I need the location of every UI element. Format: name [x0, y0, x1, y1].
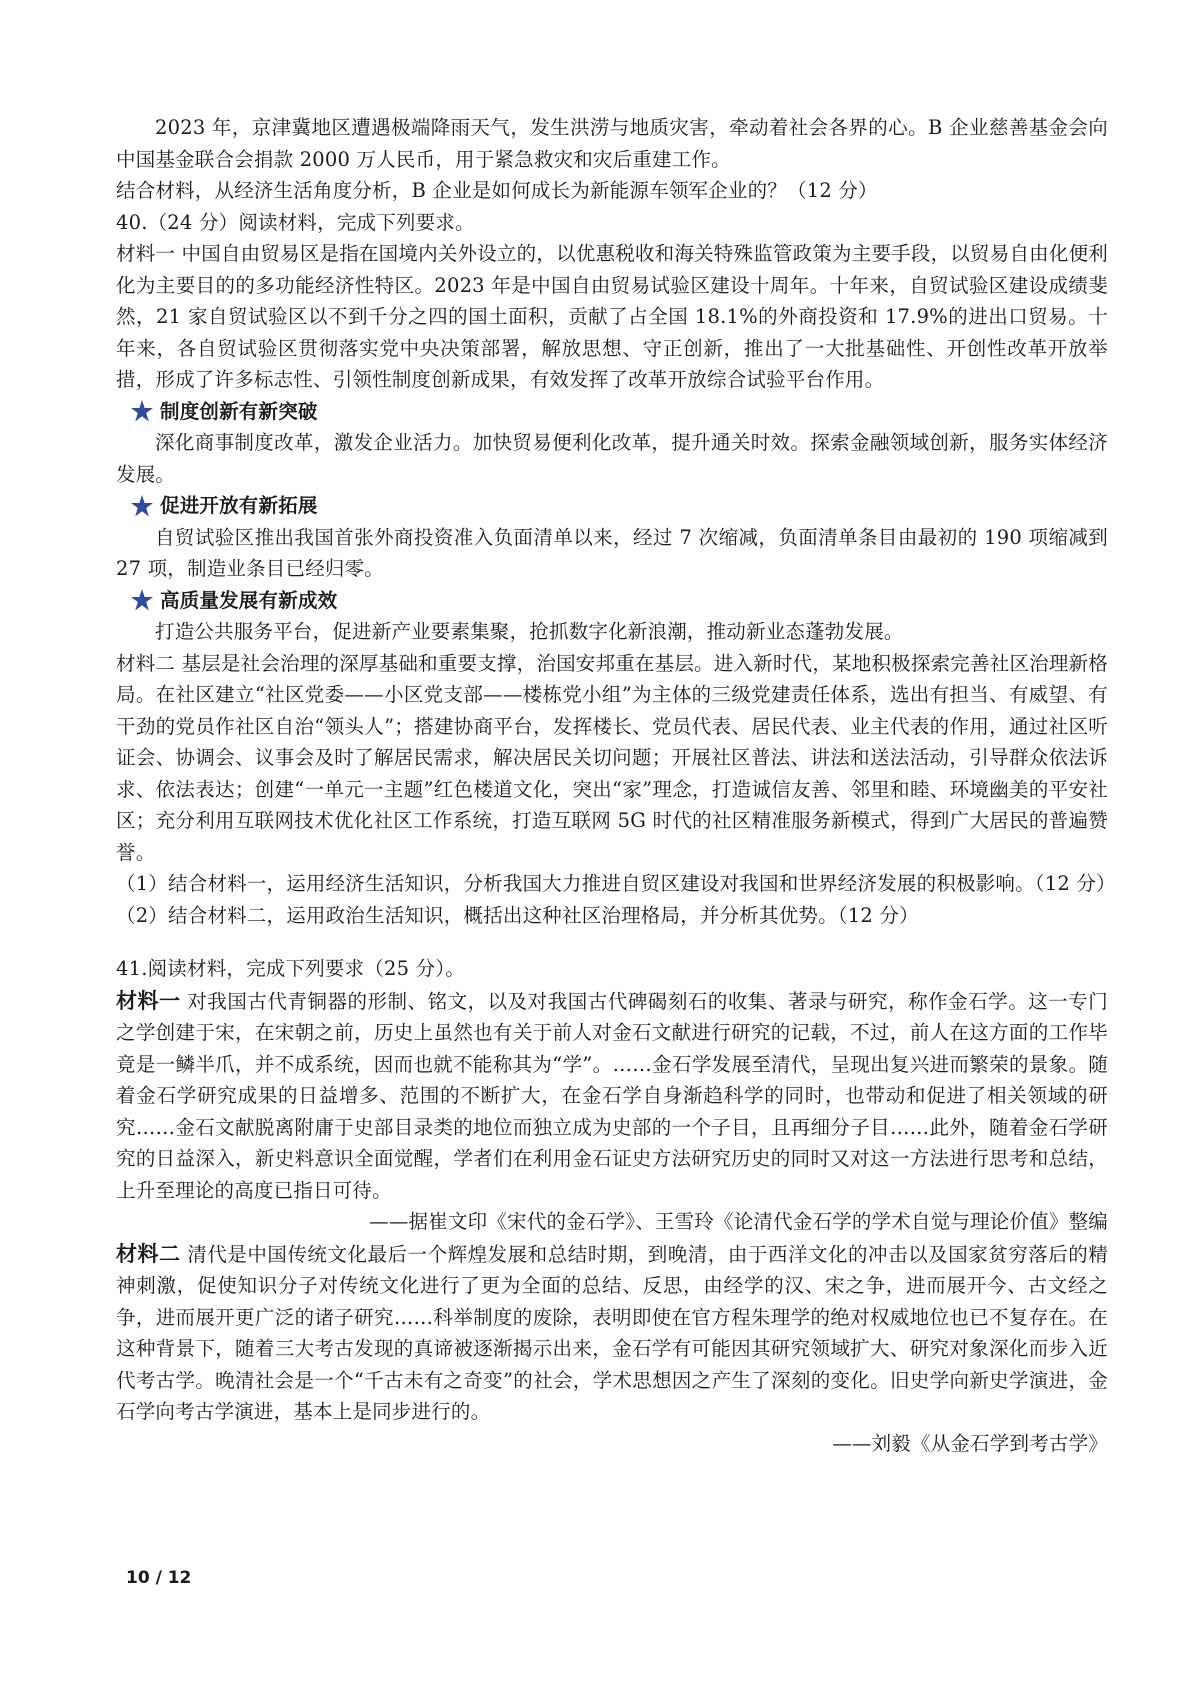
q40-item1-heading-text: 制度创新有新突破 — [160, 399, 318, 423]
q41-material2-source: ——刘毅《从金石学到考古学》 — [832, 1431, 1108, 1455]
q40-item3-text: 打造公共服务平台，促进新产业要素集聚，抢抓数字化新浪潮，推动新业态蓬勃发展。 — [155, 620, 904, 643]
q40-item3-heading — [130, 585, 1108, 617]
spacer — [116, 931, 1108, 953]
q40-item3-heading-text: 高质量发展有新成效 — [160, 588, 338, 612]
q41-material2-text: 清代是中国传统文化最后一个辉煌发展和总结时期，到晚清，由于西洋文化的冲击以及国家贫穷落后的精神刺激，促使知识分子对传统文化进行了更为全面的总结、反思，由经学的汉、宋之争，进而展开今、古文经之争，进而展开更广泛的诸子研究……科举制度的废除，表明即使在官方程朱理学的绝对权威地位也已不复存在。在这种背景下，随着三大考古发现的真谛被逐渐揭示出来，金石学有可能因其研究领域扩大、研究对象深化而步入近代考古学。晚清社会是一个“千古未有之奇变”的社会，学术思想因之产生了深刻的变化。旧史学向新史学演进，金石学向考古学演进，基本上是同步进行的。 — [116, 1242, 1108, 1423]
q40-material1: 材料一 中国自由贸易区是指在国境内关外设立的，以优惠税收和海关特殊监管政策为主要手段，以贸易自由化便利化为主要目的的多功能经济性特区。2023 年是中国自由贸易试验区建设十周年。十年来，自贸试验区建设成绩斐然，21 家自贸试验区以不到千分之四的国土面积，贡献了占全国 18.1%的外商投资和 17.9%的进出口贸易。十年来，各自贸试验区贯彻落实党中央决策部署，解放思想、守正创新，推出了一大批基础性、开创性改革开放举措，形成了许多标志性、引领性制度创新成果，有效发挥了改革开放综合试验平台作用。 — [116, 242, 1108, 391]
q40-question1: （1）结合材料一，运用经济生活知识，分析我国大力推进自贸区建设对我国和世界经济发展的积极影响。（12 分） — [116, 872, 1116, 895]
q39-question: 结合材料，从经济生活角度分析，B 企业是如何成长为新能源车领军企业的？（12 分） — [116, 179, 878, 202]
q40-item2-text: 自贸试验区推出我国首张外商投资准入负面清单以来，经过 7 次缩减，负面清单条目由最初的 190 项缩减到 27 项，制造业条目已经归零。 — [116, 525, 1108, 580]
q40-item2-heading-text: 促进开放有新拓展 — [160, 494, 318, 517]
q40-material2: 材料二 基层是社会治理的深厚基础和重要支撑，治国安邦重在基层。进入新时代，某地积极探索完善社区治理新格局。在社区建立“社区党委——小区党支部——楼栋党小组”为主体的三级党建责任体系，选出有担当、有威望、有干劲的党员作社区自治“领头人”；搭建协商平台，发挥楼长、党员代表、居民代表、业主代表的作用，通过社区听证会、协调会、议事会及时了解居民需求，解决居民关切问题；开展社区普法、讲法和送法活动，引导群众依法诉求、依法表达；创建“一单元一主题”红色楼道文化，突出“家”理念，打造诚信友善、邻里和睦、环境幽美的平安社区；充分利用互联网技术优化社区工作系统，打造互联网 5G 时代的社区精准服务新模式，得到广大居民的普遍赞誉。 — [116, 651, 1108, 864]
q40-item1-text: 深化商事制度改革，激发企业活力。加快贸易便利化改革，提升通关时效。探索金融领域创新，服务实体经济发展。 — [116, 431, 1108, 486]
q41-material1-text: 对我国古代青铜器的形制、铭文，以及对我国古代碑碣刻石的收集、著录与研究，称作金石学。这一专门之学创建于宋，在宋朝之前，历史上虽然也有关于前人对金石文献进行研究的记载，不过，前人在这方面的工作毕竟是一鳞半爪，并不成系统，因而也就不能称其为“学”。……金石学发展至清代，呈现出复兴进而繁荣的景象。随着金石学研究成果的日益增多、范围的不断扩大，在金石学自身渐趋科学的同时，也带动和促进了相关领域的研究……金石文献脱离附庸于史部目录类的地位而独立成为史部的一个子目，且再细分子目……此外，随着金石学研究的日益深入，新史料意识全面觉醒，学者们在利用金石证史方法研究历史的同时又对这一方法进行思考和总结，上升至理论的高度已指日可待。 — [116, 989, 1108, 1202]
page-content — [116, 112, 1116, 1459]
q41-material1-source: ——据崔文印《宋代的金石学》、王雪玲《论清代金石学的学术自觉与理论价值》整编 — [369, 1210, 1108, 1233]
q41-material1-label: 材料一 — [116, 987, 181, 1013]
page-number: 10 / 12 — [126, 1568, 192, 1588]
q39-paragraph: 2023 年，京津冀地区遭遇极端降雨天气，发生洪涝与地质灾害，牵动着社会各界的心。B 企业慈善基金会向中国基金联合会捐款 2000 万人民币，用于紧急救灾和灾后重建工作。 — [116, 116, 1108, 171]
q40-item2-heading — [130, 490, 1108, 522]
q41-material2 — [116, 1238, 1108, 1428]
q40-title: 40.（24 分）阅读材料，完成下列要求。 — [116, 210, 475, 234]
q41-title: 41.阅读材料，完成下列要求（25 分）。 — [116, 957, 465, 980]
q41-material2-label: 材料二 — [116, 1240, 181, 1266]
q40-item1-heading — [130, 396, 1108, 428]
q40-question2: （2）结合材料二，运用政治生活知识，概括出这种社区治理格局，并分析其优势。（12 分） — [116, 903, 919, 927]
star-icon — [130, 494, 154, 518]
star-icon — [130, 588, 154, 612]
q41-material1 — [116, 985, 1108, 1207]
star-icon — [130, 399, 154, 423]
